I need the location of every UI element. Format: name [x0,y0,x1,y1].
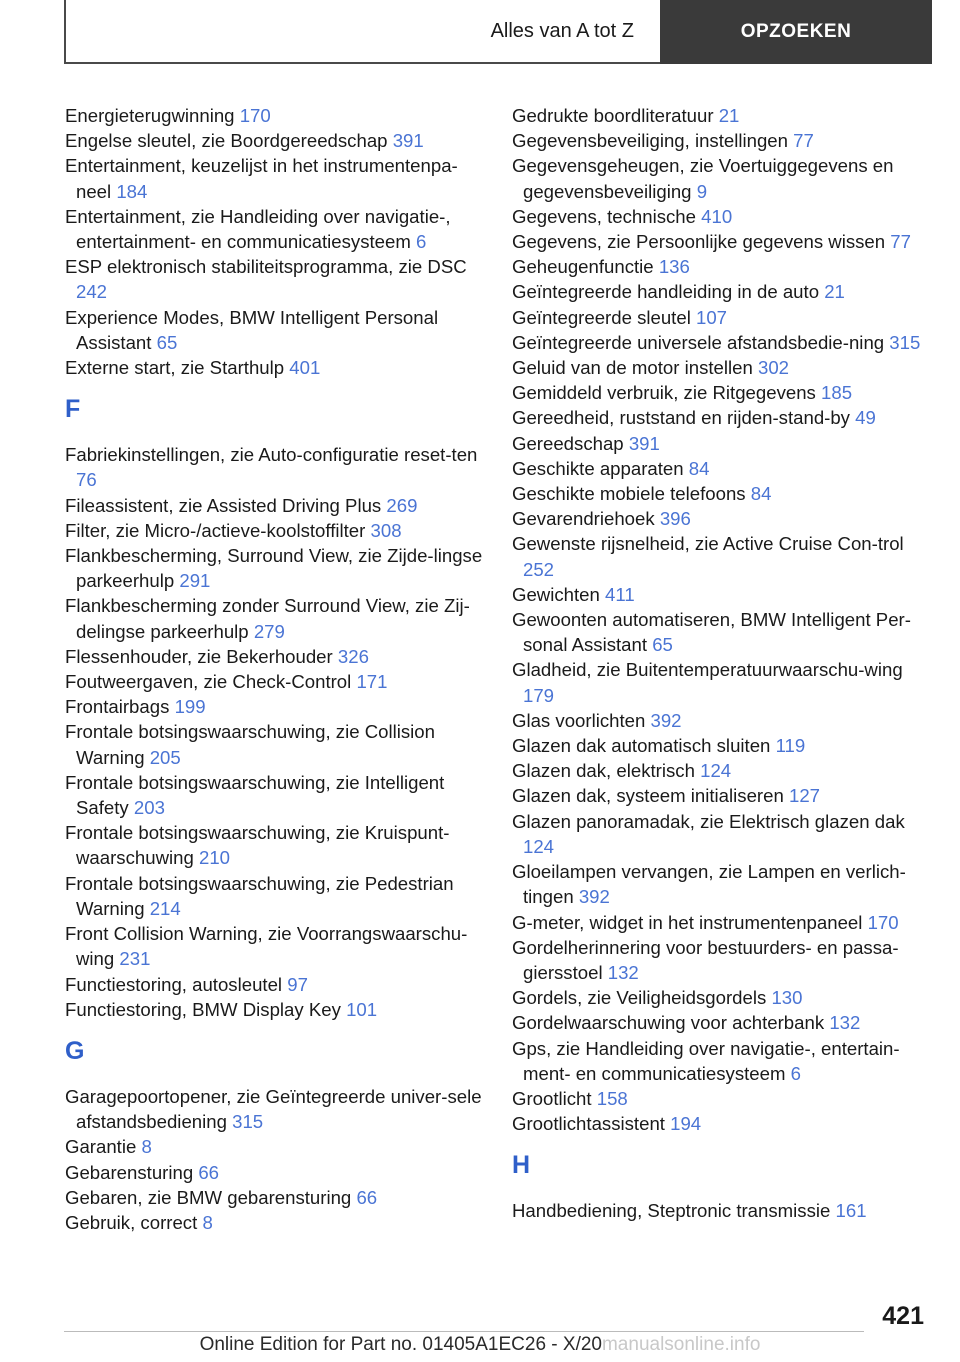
entry-text: Gereedheid, ruststand en rijden-stand-by [512,407,850,429]
entry-text: Frontale botsingswaarschuwing, zie Intelligent Safety [65,771,445,819]
index-entry [65,128,485,153]
page-link[interactable]: 185 [821,382,853,404]
index-entry [65,820,485,870]
page-link[interactable]: 161 [835,1200,867,1222]
page-number: 421 [882,1302,924,1330]
entry-text: Geschikte mobiele telefoons [512,483,746,505]
page-link[interactable]: 170 [867,911,899,933]
page-link[interactable]: 302 [758,357,790,379]
entry-text: Functiestoring, autosleutel [65,973,283,995]
page-link[interactable]: 130 [771,987,803,1009]
index-entry [65,103,485,128]
section-letter: F [65,395,81,424]
page-link[interactable]: 107 [696,306,728,328]
page-link[interactable]: 401 [289,357,321,379]
index-entry [512,103,932,128]
index-entry [65,997,485,1022]
page-link[interactable]: 124 [523,835,555,857]
entry-text: Glazen dak automatisch sluiten [512,735,771,757]
page-link[interactable]: 210 [199,847,231,869]
index-entry [512,809,932,859]
index-entry [512,204,932,229]
index-entry [65,305,485,355]
entry-text: Fileassistent, zie Assisted Driving Plus [65,494,382,516]
page-link[interactable]: 6 [790,1062,801,1084]
index-entry [512,582,932,607]
page-link[interactable]: 252 [523,558,555,580]
entry-text: Geschikte apparaten [512,457,684,479]
index-entry [512,305,932,330]
entry-text: Garagepoortopener, zie Geïntegreerde univer-sele afstandsbediening [65,1085,482,1133]
page-link[interactable]: 21 [824,281,845,303]
entry-text: Flessenhouder, zie Bekerhouder [65,645,333,667]
entry-text: Glazen panoramadak, zie Elektrisch glazen dak [512,810,905,832]
entry-text: Flankbescherming zonder Surround View, zie Zij-delingse parkeerhulp [65,595,470,642]
index-entry [512,935,932,985]
footer [0,1334,960,1356]
entry-text: ESP elektronisch stabiliteitsprogramma, zie DSC [65,256,467,278]
entry-text: Gloeilampen vervangen, zie Lampen en verlich-tingen [512,861,906,908]
page-link[interactable]: 199 [174,696,206,718]
page-link[interactable]: 184 [116,180,148,202]
index-entry [512,1111,932,1136]
entry-text: Geïntegreerde universele afstandsbedie-ning [512,331,885,353]
index-entry [512,456,932,481]
entry-text: Gebruik, correct [65,1211,198,1233]
index-entry [65,871,485,921]
page-link[interactable]: 65 [156,331,178,353]
index-entry [512,910,932,935]
section-letter: G [65,1036,85,1065]
footer-edition: Online Edition for Part no. 01405A1EC26 - X/20 [199,1334,602,1355]
page-link[interactable]: 124 [700,760,732,782]
page-link[interactable]: 194 [670,1113,702,1135]
page-link[interactable]: 179 [523,684,555,706]
entry-text: Gedrukte boordliteratuur [512,105,714,126]
page-link[interactable]: 132 [607,961,639,983]
page-link[interactable]: 77 [890,231,911,253]
entry-text: Gps, zie Handleiding over navigatie-, entertain-ment- en communicatiesysteem [512,1037,900,1084]
entry-text: Gegevensgeheugen, zie Voertuiggegevens en gegevensbeveiliging [512,155,894,202]
entry-text: Gewenste rijsnelheid, zie Active Cruise Con-trol [512,533,904,555]
page-link[interactable]: 315 [232,1111,264,1133]
page-link[interactable]: 269 [386,494,418,516]
page-link[interactable]: 411 [605,583,635,605]
page-link[interactable]: 136 [658,256,690,278]
index-entry [512,733,932,758]
index-entry [512,279,932,304]
index-entry [512,229,932,254]
entry-text: Gordelherinnering voor bestuurders- en passa-giersstoel [512,936,899,983]
index-entry [65,1160,485,1185]
index-entry [65,694,485,719]
page-link[interactable]: 171 [356,671,388,693]
page-link[interactable]: 214 [149,897,181,919]
page-link[interactable]: 9 [696,180,708,202]
entry-text: Frontairbags [65,696,170,718]
page-link[interactable]: 66 [198,1161,220,1183]
page-link[interactable]: 8 [141,1136,152,1158]
entry-text: Gebarensturing [65,1161,194,1183]
page-link[interactable]: 308 [370,519,402,541]
index-entry [512,1086,932,1111]
footer-watermark: manualsonline.info [601,1334,761,1355]
entry-text: Handbediening, Steptronic transmissie [512,1200,831,1222]
index-entry [65,644,485,669]
page-link[interactable]: 315 [889,331,921,353]
index-entry [65,543,485,593]
index-entry [512,708,932,733]
page-link[interactable]: 132 [829,1012,861,1034]
index-entry [65,669,485,694]
index-entry [512,431,932,456]
index-entry [512,153,932,203]
entry-text: Gemiddeld verbruik, zie Ritgegevens [512,382,816,404]
index-entry [65,254,485,304]
entry-text: Grootlichtassistent [512,1113,665,1135]
index-entry [65,1084,485,1134]
index-entry [512,1036,932,1086]
entry-text: Frontale botsingswaarschuwing, zie Kruispunt-waarschuwing [65,822,450,869]
page-link[interactable]: 77 [793,130,814,152]
index-entry [65,593,485,643]
entry-text: Gegevensbeveiliging, instellingen [512,130,788,152]
page-link[interactable]: 21 [718,105,740,126]
section-letter: H [512,1151,531,1180]
entry-text: Energieterugwinning [65,105,235,126]
index-entry [512,985,932,1010]
index-entry [65,1185,485,1210]
section-title: Alles van A tot Z [490,19,634,42]
page-link[interactable]: 391 [628,432,660,454]
index-entry [512,128,932,153]
entry-text: Glazen dak, elektrisch [512,760,695,782]
index-entry [512,481,932,506]
page-link[interactable]: 49 [855,407,876,429]
entry-text: Externe start, zie Starthulp [65,357,285,379]
entry-text: Experience Modes, BMW Intelligent Personal Assistant [65,306,439,353]
entry-text: Gebaren, zie BMW gebarensturing [65,1186,352,1208]
entry-text: Garantie [65,1136,137,1158]
index-entry [512,531,932,581]
page-link[interactable]: 392 [650,709,682,731]
page-link[interactable]: 65 [652,634,673,656]
entry-text: Foutweergaven, zie Check-Control [65,671,352,693]
entry-text: Flankbescherming, Surround View, zie Zijde-lingse parkeerhulp [65,545,483,592]
entry-text: Geïntegreerde sleutel [512,306,691,328]
page-link[interactable]: 291 [179,570,211,592]
index-entry [65,770,485,820]
index-column-left [65,103,485,1235]
entry-text: Gewichten [512,583,600,605]
index-entry [512,330,932,355]
index-entry [65,719,485,769]
index-entry [512,405,932,430]
index-entry [65,1210,485,1235]
index-entry [65,493,485,518]
index-entry [512,783,932,808]
page-link[interactable]: 84 [750,483,772,505]
index-entry [65,355,485,380]
entry-text: Gegevens, zie Persoonlijke gegevens wissen [512,231,886,253]
index-entry [512,254,932,279]
entry-text: Gladheid, zie Buitentemperatuurwaarschu-wing [512,659,903,681]
page-link[interactable]: 391 [392,130,424,152]
entry-text: Frontale botsingswaarschuwing, zie Pedestrian Warning [65,872,454,919]
entry-text: Gereedschap [512,432,624,454]
entry-text: Gevarendriehoek [512,508,655,530]
entry-text: Geluid van de motor instellen [512,357,753,379]
entry-text: G-meter, widget in het instrumentenpaneel [512,911,863,933]
entry-text: Geheugenfunctie [512,256,654,278]
page-link[interactable]: 396 [659,508,691,530]
page-link[interactable]: 127 [788,785,821,807]
page-link[interactable]: 410 [701,205,733,227]
page-link[interactable]: 119 [775,735,806,757]
index-column-right [512,103,932,1224]
entry-text: Engelse sleutel, zie Boordgereedschap [65,130,388,152]
page-link[interactable]: 158 [596,1087,628,1109]
page-link[interactable]: 84 [688,457,710,479]
index-entry [65,204,485,254]
index-entry [512,506,932,531]
page-link[interactable]: 8 [202,1211,213,1233]
entry-text: Fabriekinstellingen, zie Auto-configuratie reset-ten [65,444,478,466]
index-entry [512,1198,932,1223]
entry-text: Functiestoring, BMW Display Key [65,998,341,1020]
entry-text: Entertainment, keuzelijst in het instrumentenpa-neel [65,155,458,202]
entry-text: Filter, zie Micro-/actieve-koolstoffilter [65,519,366,541]
page-link[interactable]: 6 [416,231,427,253]
page-link[interactable]: 326 [337,645,369,667]
entry-text: Glas voorlichten [512,709,646,731]
entry-text: Frontale botsingswaarschuwing, zie Collision Warning [65,721,435,768]
page-link[interactable]: 203 [133,797,165,819]
index-entry [512,607,932,657]
entry-text: Entertainment, zie Handleiding over navigatie-, entertainment- en communicatiesysteem [65,205,451,253]
page-link[interactable]: 76 [76,469,97,491]
page-link[interactable]: 66 [356,1186,378,1208]
index-entry [65,1134,485,1159]
tab-opzoeken[interactable]: OPZOEKEN [660,0,932,64]
index-entry [512,380,932,405]
page-link[interactable]: 392 [578,886,610,908]
index-entry [65,153,485,203]
page-link[interactable]: 279 [253,620,285,642]
page-link[interactable]: 242 [76,281,108,303]
index-entry [65,972,485,997]
index-entry [65,518,485,543]
index-entry [65,921,485,971]
page-link[interactable]: 97 [287,973,308,995]
entry-text: Geïntegreerde handleiding in de auto [512,281,820,303]
entry-text: Gordelwaarschuwing voor achterbank [512,1012,825,1034]
index-entry [512,355,932,380]
entry-text: Grootlicht [512,1087,592,1109]
page-link[interactable]: 170 [239,105,271,126]
entry-text: Gordels, zie Veiligheidsgordels [512,987,767,1009]
entry-text: Glazen dak, systeem initialiseren [512,785,784,807]
index-entry [512,758,932,783]
index-entry [65,442,485,492]
index-entry [512,657,932,707]
index-entry [512,1010,932,1035]
page-link[interactable]: 101 [346,998,378,1020]
entry-text: Front Collision Warning, zie Voorrangswaarschu-wing [65,923,468,970]
page-link[interactable]: 205 [149,746,181,768]
entry-text: Gegevens, technische [512,205,696,227]
page-link[interactable]: 231 [119,948,151,970]
index-entry [512,859,932,909]
entry-text: Gewoonten automatiseren, BMW Intelligent Per-sonal Assistant [512,609,911,656]
footer-divider [64,1331,864,1332]
